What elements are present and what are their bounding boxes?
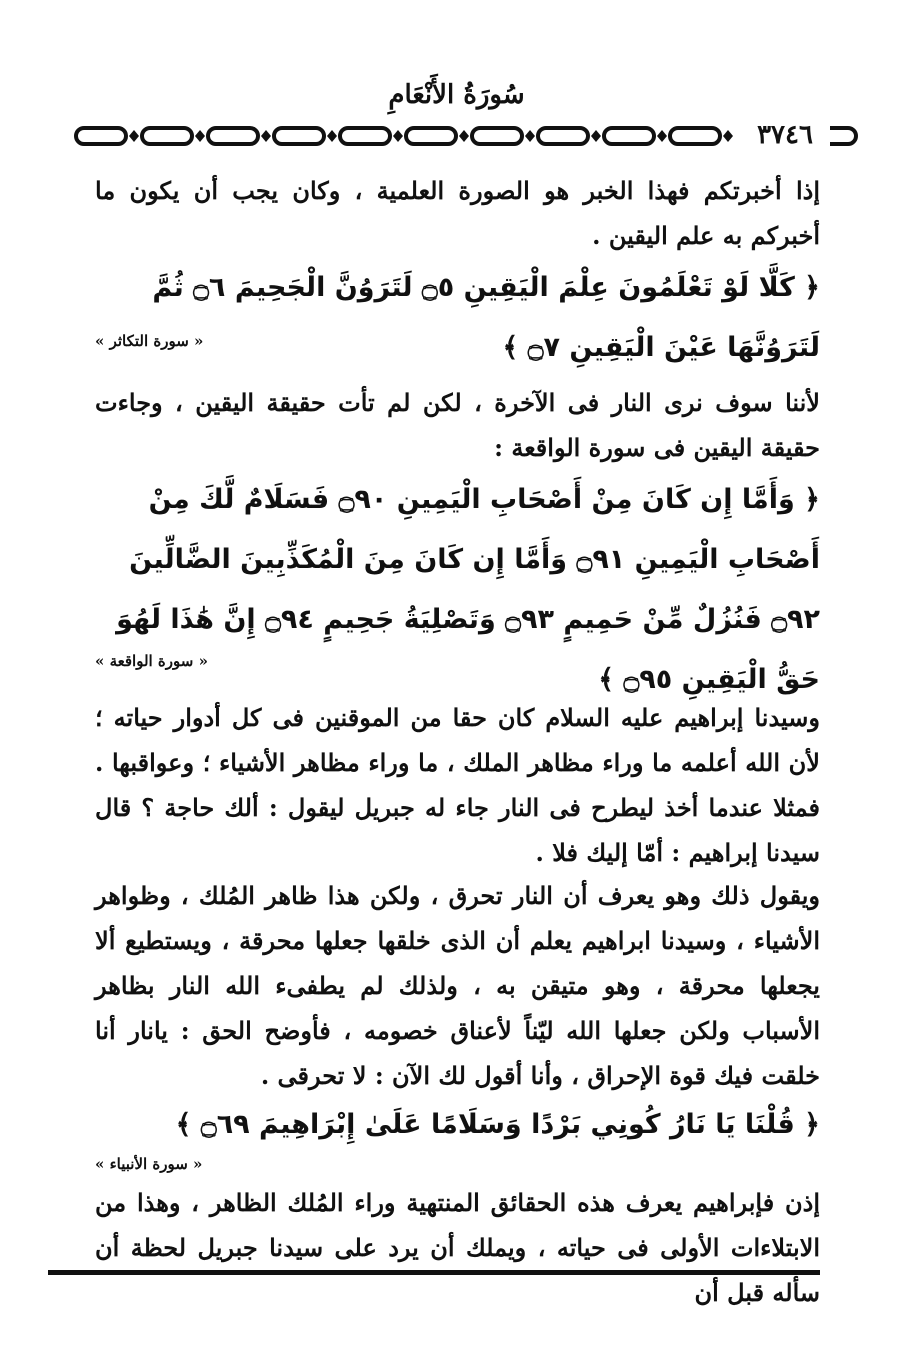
surah-reference-3: « سورة الأنبياء » — [95, 1155, 203, 1173]
paragraph-2: لأننا سوف نرى النار فى الآخرة ، لكن لم تأت حقيقة اليقين ، وجاءت حقيقة اليقين فى سورة الواقعة : — [95, 388, 820, 462]
paragraph-5: إذن فإبراهيم يعرف هذه الحقائق المنتهية وراء المُلك الظاهر ، وهذا من الابتلاءات الأولى فى حياته ، ويملك أن يرد على سيدنا جبريل لحظة أن سأله قبل أن — [95, 1188, 820, 1307]
quran-verse-3: ﴿ قُلْنَا يَا نَارُ كُونِي بَرْدًا وَسَلَامًا عَلَىٰ إِبْرَاهِيمَ ۝٦٩ ﴾ — [175, 1109, 820, 1140]
surah-title: سُورَةُ الأَنْعَامِ — [388, 80, 525, 110]
surah-reference-1: « سورة التكاثر » — [95, 332, 204, 350]
surah-reference-2: « سورة الواقعة » — [95, 652, 208, 670]
paragraph-4: ويقول ذلك وهو يعرف أن النار تحرق ، ولكن هذا ظاهر المُلك ، وظواهر الأشياء ، وسيدنا ابراهيم يعلم أن الذى خلقها جعلها محرقة ، ويستطيع ألا يجعلها محرقة ، وهو متيقن به ، ولذلك لم يطفىء الله النار بظاهر الأسباب ولكن جعلها الله ليّناً لأعناق خصومه ، فأوضح الحق : يانار أنا خلقت فيك قوة الإحراق ، وأنا أقول لك الآن : لا تحرقى . — [95, 881, 820, 1090]
paragraph-3: وسيدنا إبراهيم عليه السلام كان حقا من الموقنين فى كل أدوار حياته ؛ لأن الله أعلمه ما وراء مظاهر الملك ، ما وراء مظاهر الأشياء ؛ وعواقبها . فمثلا عندما أخذ ليطرح فى النار جاء له جبريل ليقول : ألك حاجة ؟ قال سيدنا إبراهيم : أمّا إليك فلا . — [95, 703, 820, 867]
bottom-rule — [48, 1270, 820, 1275]
quran-verse-2: ﴿ وَأَمَّا إِن كَانَ مِنْ أَصْحَابِ الْيَمِينِ ۝٩٠ فَسَلَامٌ لَّكَ مِنْ أَصْحَابِ الْيَمِينِ ۝٩١ وَأَمَّا إِن كَانَ مِنَ الْمُكَذِّبِينَ الضَّالِّينَ ۝٩٢ فَنُزُلٌ مِّنْ حَمِيمٍ ۝٩٣ وَتَصْلِيَةُ جَحِيمٍ ۝٩٤ إِنَّ هَٰذَا لَهُوَ حَقُّ الْيَقِينِ ۝٩٥ ﴾ — [116, 484, 820, 695]
page-number: ٣٧٤٦ — [740, 118, 830, 152]
quran-verse-1: ﴿ كَلَّا لَوْ تَعْلَمُونَ عِلْمَ الْيَقِينِ ۝٥ لَتَرَوُنَّ الْجَحِيمَ ۝٦ ثُمَّ لَتَرَوُنَّهَا عَيْنَ الْيَقِينِ ۝٧ ﴾ — [152, 272, 820, 363]
paragraph-1: إذا أخبرتكم فهذا الخبر هو الصورة العلمية ، وكان يجب أن يكون ما أخبركم به علم اليقين . — [95, 176, 820, 250]
